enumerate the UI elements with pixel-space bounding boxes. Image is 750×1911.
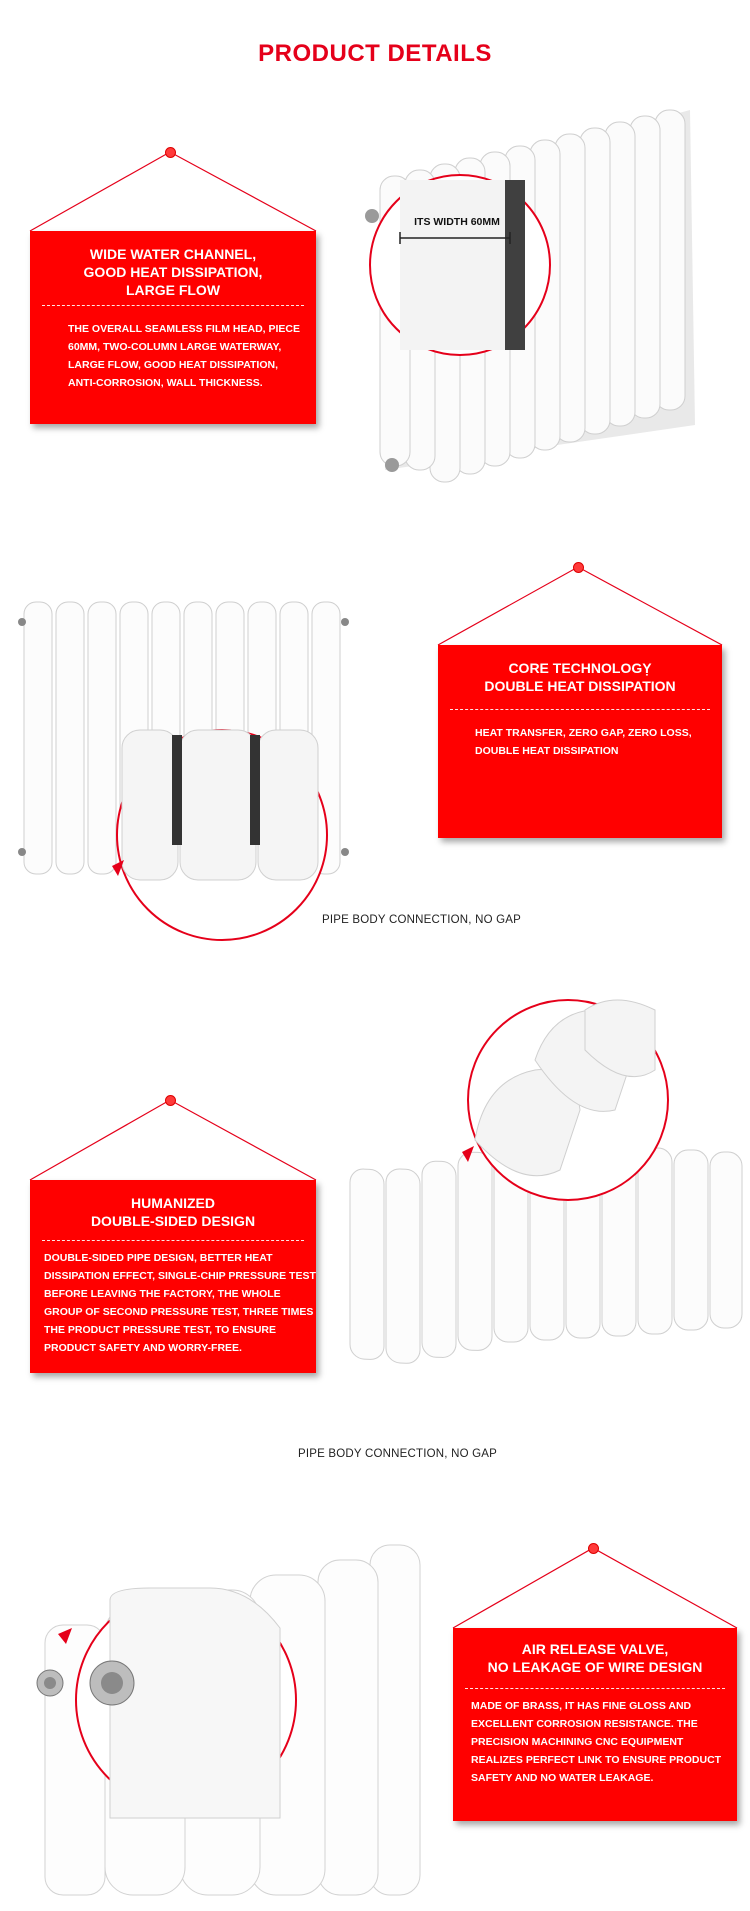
card-heading: CORE TECHNOLOGỴ DOUBLE HEAT DISSIPATION xyxy=(484,660,676,694)
caption: PIPE BODY CONNECTION, NO GAP xyxy=(322,914,522,926)
caption: PIPE BODY CONNECTION, NO GAP xyxy=(298,1448,498,1460)
hanging-pin xyxy=(588,1543,599,1554)
card-body: THE OVERALL SEAMLESS FILM HEAD, PIECE 60MM, TWO-COLUMN LARGE WATERWAY, LARGE FLOW, GOOD HEAT DISSIPATION, ANTI-CORROSION, WALL THICKNESS. xyxy=(68,323,300,389)
card-divider xyxy=(465,1688,725,1689)
card-body: DOUBLE-SIDED PIPE DESIGN, BETTER HEAT DISSIPATION EFFECT, SINGLE-CHIP PRESSURE TEST BEFORE LEAVING THE FACTORY, THE WHOLE GROUP OF SECOND PRESSURE TEST, THREE TIMES THE PRODUCT PRESSURE TEST, TO ENSURE PRODUCT SAFETY AND WORRY-FREE. xyxy=(44,1252,316,1354)
card-heading: WIDE WATER CHANNEL, GOOD HEAT DISSIPATION, LARGE FLOW xyxy=(83,246,263,298)
width-callout: ITS WIDTH 60MM xyxy=(414,216,500,228)
card-body: MADE OF BRASS, IT HAS FINE GLOSS AND EXCELLENT CORROSION RESISTANCE. THE PRECISION MACHINING CNC EQUIPMENT REALIZES PERFECT LINK TO ENSURE PRODUCT SAFETY AND NO WATER LEAKAGE. xyxy=(471,1700,722,1784)
feature-card-4 xyxy=(453,1628,737,1821)
card-body: HEAT TRANSFER, ZERO GAP, ZERO LOSS, DOUBLE HEAT DISSIPATION xyxy=(475,727,692,757)
card-heading: HUMANIZED DOUBLE-SIDED DESIGN xyxy=(90,1195,256,1229)
page-title: PRODUCT DETAILS xyxy=(258,40,492,67)
card-heading: AIR RELEASE VALVE, NO LEAKAGE OF WIRE DESIGN xyxy=(487,1641,703,1675)
